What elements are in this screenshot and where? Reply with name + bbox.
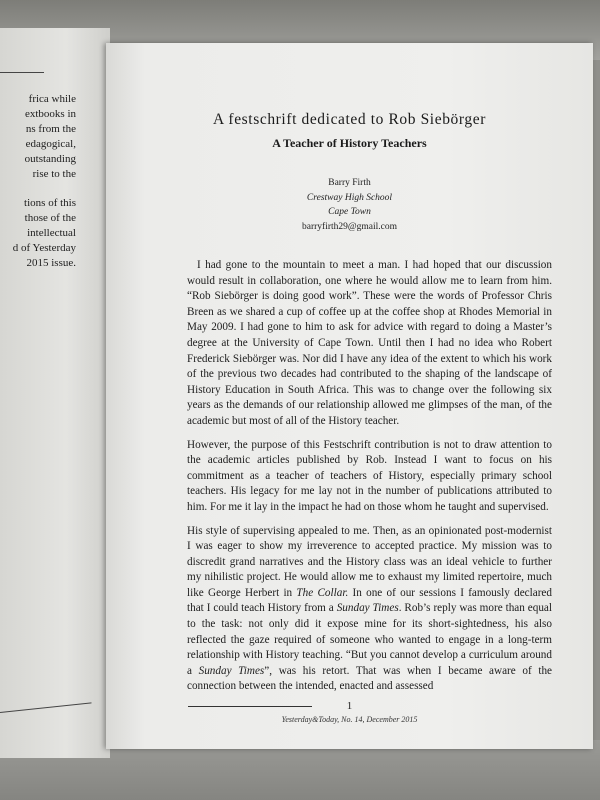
paragraph-1: I had gone to the mountain to meet a man. I had hoped that our discussion would result in collaboration, one where he would allow me to learn from him. “Rob Siebörger is doing good work”. These were the words of Professor Chris Breen as we shared a cup of coffee up at the coffee shop at Rhodes Memorial in May 2009. I had gone to him to ask for advice with regard to doing a Master’s degree at the University of Cape Town. Until then I had no idea who Robert Frederick Siebörger was. Nor did I have any idea of the extent to which his work of the previous two decades had contributed to the shaping of the landscape of History Education in South Africa. This was to change over the following six years as the demands of our relationship allowed me glimpses of the man, of the academic but most of all of the History teacher. — [187, 259, 552, 427]
author-affiliation: Crestway High School — [306, 192, 393, 203]
left-line: intellectual — [27, 227, 76, 239]
paragraph-3-text: ”, was his retort. That was when I became aware of the connection between the intended, enacted and assessed — [187, 664, 553, 693]
left-line: extbooks in — [24, 108, 76, 120]
left-page-text — [0, 92, 76, 271]
paragraph-3-text: His style of supervising appealed to me. Then, as an opinionated post-modernist I was eager to show my irreverence to accepted practice. My mission was to discredit grand narratives and the History class was an ideal vehicle to further my nihilistic project. He would allow me to exhaust my limited repertoire, much like George Herbert in — [187, 524, 552, 599]
author-block — [106, 176, 593, 234]
article-subtitle: A Teacher of History Teachers — [272, 136, 427, 150]
left-line: outstanding — [24, 153, 76, 165]
paragraph-2: However, the purpose of this Festschrift contribution is not to draw attention to the academic articles published by Rob. Instead I want to focus on his commitment as a teacher of teachers of History, especially primary school teachers. His legacy for me lay not in the number of publications attributed to him. For me it lay in the impact he had on those whom he taught and supervised. — [187, 438, 552, 513]
left-line: tions of this — [24, 197, 76, 209]
paragraph-3 — [187, 524, 552, 696]
article-title: A festschrift dedicated to Rob Siebörger — [213, 111, 486, 128]
left-line-gap — [0, 182, 76, 196]
paragraph-3-text: In one of our sessions I famously declared that I could teach History from a — [187, 586, 552, 615]
left-line: rise to the — [32, 168, 76, 180]
author-name: Barry Firth — [328, 178, 371, 188]
journal-footer: Yesterday&Today, No. 14, December 2015 — [281, 715, 418, 724]
left-page-rule-bottom — [0, 702, 92, 713]
page-number: 1 — [346, 700, 353, 712]
article-body — [187, 258, 552, 703]
newspaper-title: Sunday Times — [336, 602, 399, 615]
left-page — [0, 28, 110, 758]
left-line: ns from the — [25, 123, 76, 135]
author-email: barryfirth29@gmail.com — [301, 221, 397, 232]
paragraph-3-text: . Rob’s reply was more than equal to the task: not only did it expose mine for its short-sightedness, his also reflected the gaze required of someone who wanted to engage in a long-term relationship with History teaching. “But you cannot develop a curriculum around a — [187, 602, 553, 677]
left-page-rule-top — [0, 72, 44, 73]
newspaper-title: Sunday Times — [198, 664, 265, 677]
left-line: frica while — [28, 93, 76, 105]
left-line: d of Yesterday — [12, 242, 76, 254]
work-title-the-collar: The Collar. — [296, 586, 349, 599]
left-line: edagogical, — [25, 138, 76, 150]
left-line: those of the — [24, 212, 76, 224]
article-page — [106, 43, 593, 749]
left-line: 2015 issue. — [26, 257, 76, 269]
author-city: Cape Town — [328, 207, 371, 217]
